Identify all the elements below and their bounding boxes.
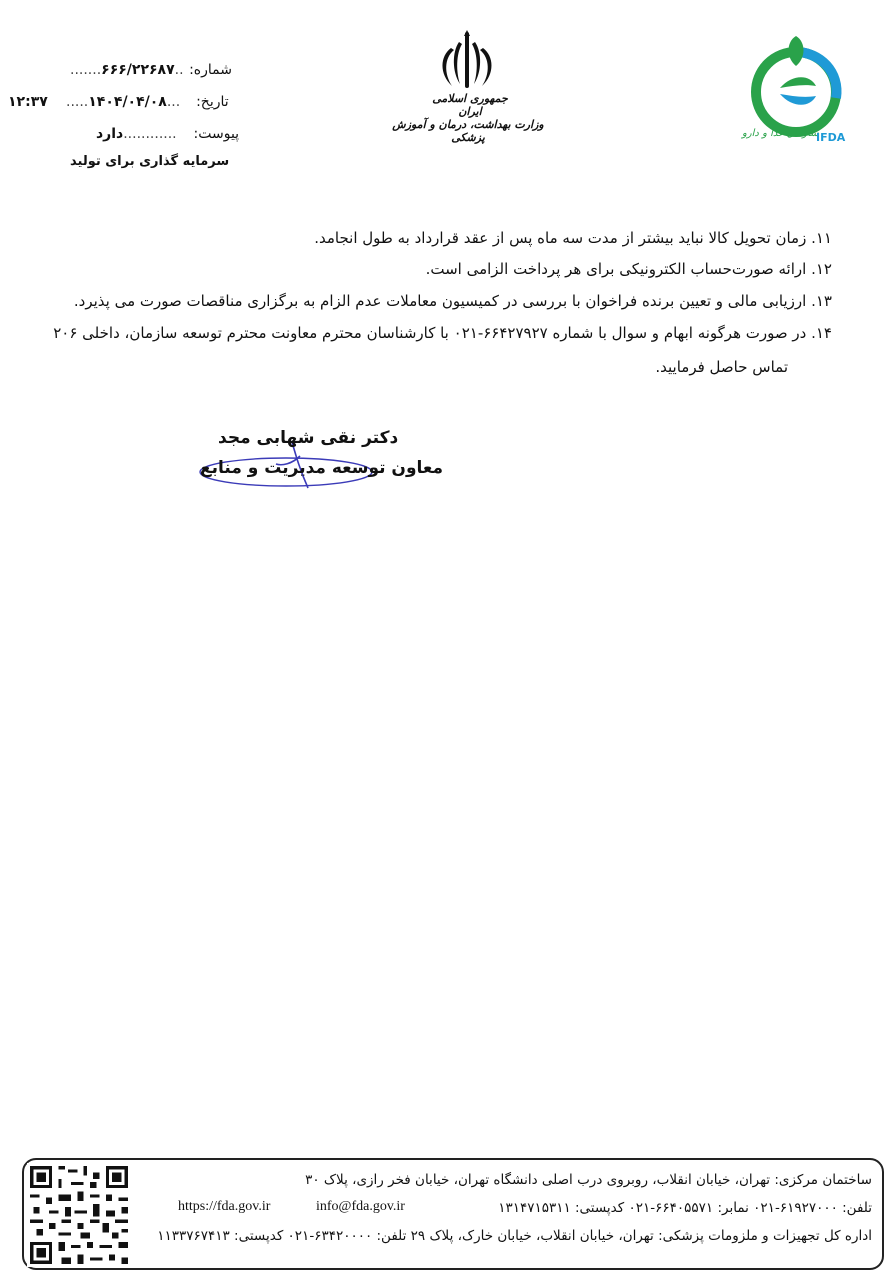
attachment-label: پیوست: [193,126,240,142]
list-item-text: در صورت هرگونه ابهام و سوال با شماره ۶۶۴۲۷۹۲۷-۰۲۱ با کارشناسان محترم معاونت محترم توسعه سازمان، داخلی ۲۰۶ [53,324,807,342]
list-item-continuation: تماس حاصل فرمایید. [655,358,788,376]
footer-email-link[interactable]: info@fda.gov.ir [316,1199,405,1214]
gov-line-2: وزارت بهداشت، درمان و آموزش پزشکی [392,118,544,144]
footer-office-line: اداره کل تجهیزات و ملزومات پزشکی: تهران، خیابان انقلاب، خیابان خارک، پلاک ۲۹ تلفن: ۶۳۴۲۰۰۰۰-۰۲۱ کدپستی: ۱۱۳۳۷۶۷۴۱۳ [157,1228,872,1244]
footer-website-link[interactable]: https://fda.gov.ir [178,1199,271,1214]
letter-number-label: شماره: [189,62,232,78]
iran-emblem-icon [392,28,542,92]
attachment-value: دارد [96,126,124,142]
list-item [74,292,832,312]
letter-number-row: شماره: ..۶۶۶/۲۲۶۸۷....... [70,62,232,78]
ifda-logo-icon [740,28,860,138]
letter-subject: سرمایه گذاری برای تولید [70,154,230,169]
letter-date-label: تاریخ: [196,94,229,110]
list-item-text: ارزیابی مالی و تعیین برنده فراخوان با بررسی در کمیسیون معاملات عدم الزام به برگزاری مناقصات صورت می پذیرد. [73,292,807,310]
list-item-number: ۱۳. [811,292,832,310]
list-item-text: ارائه صورت‌حساب الکترونیکی برای هر پرداخت الزامی است. [425,260,807,278]
letter-number-value: ۶۶۶/۲۲۶۸۷ [101,62,175,78]
gov-line-1: جمهوری اسلامی ایران [432,92,508,118]
ifda-logo-text-en: IFDA [816,131,846,144]
letter-time-value: ۱۲:۳۷ [8,94,48,110]
list-item-text: زمان تحویل کالا نباید بیشتر از مدت سه ماه پس از عقد قرارداد به طول انجامد. [314,229,807,247]
iran-emblem [392,28,542,96]
list-item [314,229,832,249]
letter-date-value: ۱۴۰۴/۰۴/۰۸ [88,94,167,110]
letter-date-row: تاریخ: ...۱۴۰۴/۰۴/۰۸..... [66,94,229,110]
list-item-number: ۱۴. [811,324,832,342]
list-item-number: ۱۱. [811,229,832,247]
attachment-row: پیوست: ............دارد [96,126,240,142]
signatory-name: دکتر نقی شهابی مجد [218,428,399,448]
ifda-logo-text-fa: سازمان غذا و دارو [742,128,819,139]
footer-contact-line: تلفن: ۶۱۹۲۷۰۰۰-۰۲۱ نمابر: ۶۶۴۰۵۵۷۱-۰۲۱ کدپستی: ۱۳۱۴۷۱۵۳۱۱ [498,1200,872,1216]
list-item [426,260,832,280]
qr-code-icon [26,1163,132,1267]
list-item-number: ۱۲. [811,260,832,278]
footer-address-line: ساختمان مرکزی: تهران، خیابان انقلاب، روبروی درب اصلی دانشگاه تهران، خیابان فخر رازی، پلاک ۳۰ [305,1172,872,1188]
signatory-title: معاون توسعه مدیریت و منابع [200,458,444,478]
list-item [50,324,832,344]
